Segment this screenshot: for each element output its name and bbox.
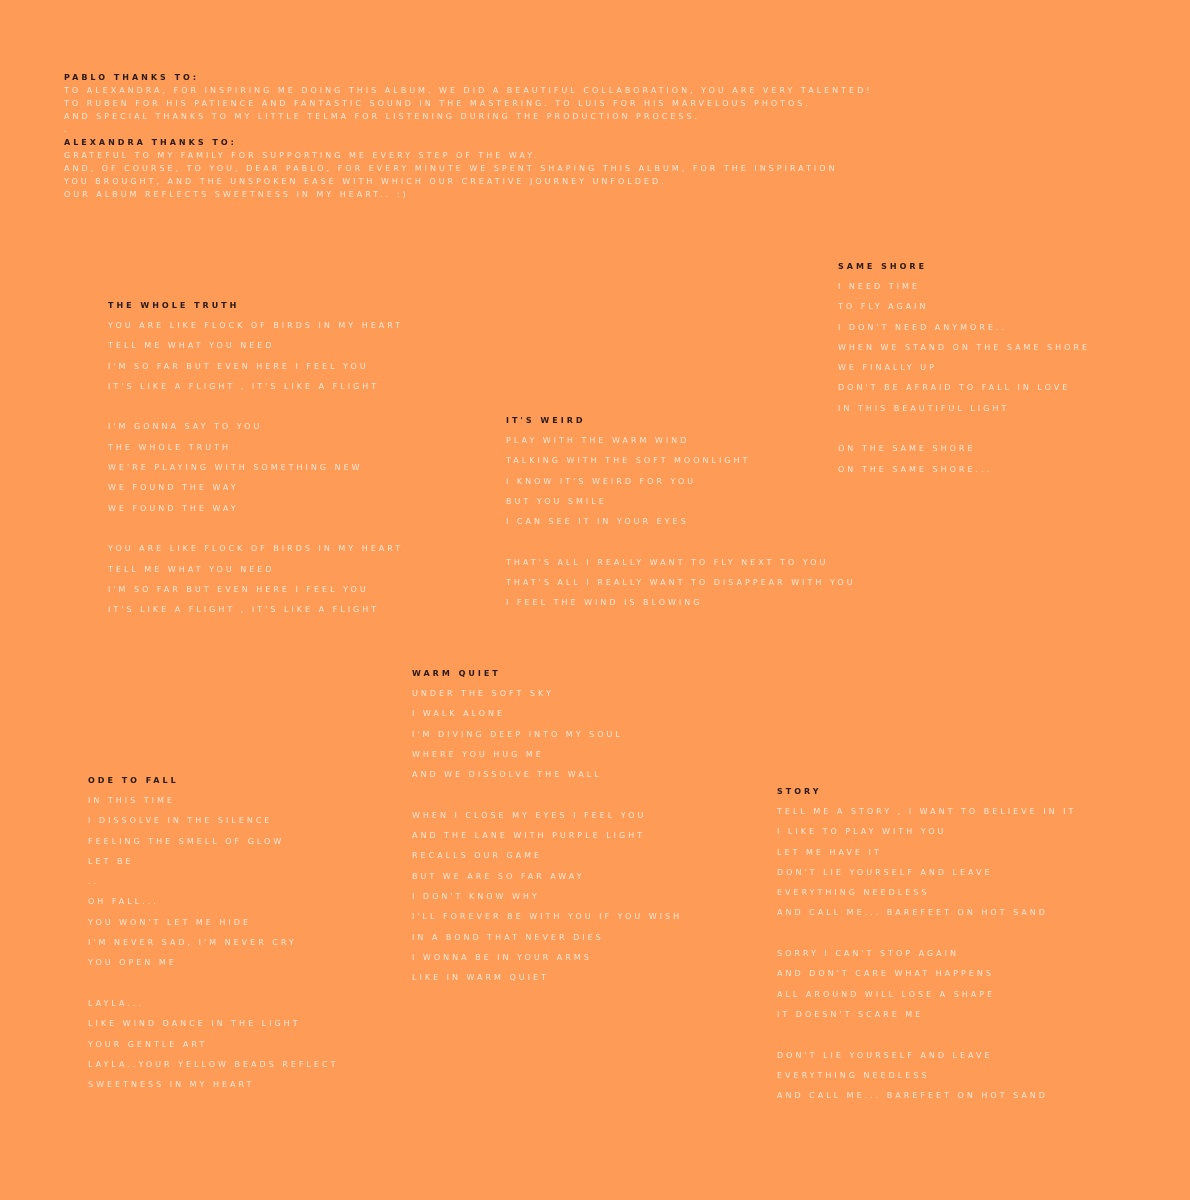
lyric-line: DON'T LIE YOURSELF AND LEAVE (777, 867, 993, 877)
song-lyrics (88, 791, 338, 1095)
lyric-line: AND, OF COURSE, TO YOU, DEAR PABLO, FOR EVERY MINUTE WE SPENT SHAPING THIS ALBUM, FOR THE INSPIRATION (64, 164, 838, 173)
lyric-line: EVERYTHING NEEDLESS (777, 1070, 930, 1080)
lyric-line: I WONNA BE IN YOUR ARMS (412, 952, 592, 962)
lyric-line: YOU BROUGHT, AND THE UNSPOKEN EASE WITH WHICH OUR CREATIVE JOURNEY UNFOLDED. (64, 177, 667, 186)
song-ode-to-fall (88, 771, 338, 1095)
lyric-line: ALL AROUND WILL LOSE A SHAPE (777, 989, 996, 999)
song-its-weird (506, 411, 856, 614)
song-lyrics (506, 431, 856, 614)
song-title: ODE TO FALL (88, 776, 179, 785)
lyric-line: I'LL FOREVER BE WITH YOU IF YOU WISH (412, 912, 683, 922)
lyric-line: GRATEFUL TO MY FAMILY FOR SUPPORTING ME EVERY STEP OF THE WAY. (64, 151, 540, 160)
lyric-line: LAYLA..YOUR YELLOW BEADS REFLECT (88, 1059, 339, 1069)
lyric-line: DON'T LIE YOURSELF AND LEAVE (777, 1050, 993, 1060)
lyric-line: I DON'T KNOW WHY (412, 891, 540, 901)
lyric-line: OUR ALBUM REFLECTS SWEETNESS IN MY HEART.. :) (64, 190, 409, 199)
lyric-line: DON'T BE AFRAID TO FALL IN LOVE (838, 383, 1071, 393)
lyric-line: BUT YOU SMILE (506, 496, 607, 506)
song-title: SAME SHORE (838, 262, 928, 271)
lyric-line: IN THIS BEAUTIFUL LIGHT (838, 403, 1010, 413)
alexandra-thanks-body (64, 149, 872, 201)
stanza-gap (777, 1025, 1076, 1045)
lyric-line: PLAY WITH THE WARM WIND (506, 436, 690, 445)
song-title: STORY (777, 787, 822, 796)
lyric-line: I'M NEVER SAD, I'M NEVER CRY (88, 938, 297, 948)
lyric-line: SORRY I CAN'T STOP AGAIN (777, 949, 959, 959)
lyric-line: I LIKE TO PLAY WITH YOU (777, 827, 947, 837)
song-title: WARM QUIET (412, 669, 501, 678)
lyric-line: AND THE LANE WITH PURPLE LIGHT (412, 831, 646, 841)
pablo-thanks-heading: PABLO THANKS TO: (64, 73, 200, 82)
lyric-line: TO FLY AGAIN (838, 302, 929, 312)
lyric-line: I'M SO FAR BUT EVEN HERE I FEEL YOU (108, 361, 369, 371)
lyric-line: TELL ME WHAT YOU NEED (108, 341, 275, 351)
lyric-line: IT DOESN'T SCARE ME (777, 1009, 924, 1019)
lyric-line: .. (88, 877, 100, 887)
alexandra-thanks-heading: ALEXANDRA THANKS TO: (64, 138, 237, 147)
lyric-line: ON THE SAME SHORE... (838, 464, 993, 474)
lyric-line: I DISSOLVE IN THE SILENCE (88, 816, 273, 826)
lyric-line: AND CALL ME... BAREFEET ON HOT SAND (777, 908, 1048, 918)
stanza-gap (506, 532, 856, 552)
lyric-line: LAYLA... (88, 998, 144, 1008)
song-story (777, 782, 1076, 1106)
lyric-line: I'M SO FAR BUT EVEN HERE I FEEL YOU (108, 584, 369, 594)
lyric-line: IN THIS TIME (88, 796, 175, 805)
stanza-gap (108, 519, 403, 539)
song-title: IT'S WEIRD (506, 416, 586, 425)
lyric-line: RECALLS OUR GAME (412, 851, 543, 861)
lyric-line: WHEN I CLOSE MY EYES I FEEL YOU (412, 810, 647, 820)
song-the-whole-truth (108, 296, 403, 620)
song-warm-quiet (412, 664, 682, 988)
stanza-gap (108, 397, 403, 417)
lyric-line: AND CALL ME... BAREFEET ON HOT SAND (777, 1091, 1048, 1101)
lyric-line: FEELING THE SMELL OF GLOW (88, 836, 285, 846)
lyric-line: AND DON'T CARE WHAT HAPPENS (777, 969, 994, 979)
lyric-line: THAT'S ALL I REALLY WANT TO DISAPPEAR WITH YOU (506, 578, 856, 588)
lyric-line: I'M DIVING DEEP INTO MY SOUL (412, 729, 623, 739)
lyric-line: LIKE WIND DANCE IN THE LIGHT (88, 1019, 301, 1029)
lyric-line: I WALK ALONE (412, 709, 506, 719)
lyric-line: IT'S LIKE A FLIGHT , IT'S LIKE A FLIGHT (108, 605, 380, 615)
lyric-line: I DON'T NEED ANYMORE.. (838, 322, 1008, 332)
song-lyrics (838, 277, 1090, 480)
lyric-line: I CAN SEE IT IN YOUR EYES (506, 517, 689, 527)
lyric-line: WE FOUND THE WAY (108, 483, 239, 493)
lyric-line: THAT'S ALL I REALLY WANT TO FLY NEXT TO YOU (506, 557, 829, 567)
lyric-line: WHEN WE STAND ON THE SAME SHORE (838, 342, 1091, 352)
lyric-line: WE'RE PLAYING WITH SOMETHING NEW (108, 463, 363, 473)
lyric-line: SWEETNESS IN MY HEART (88, 1080, 255, 1090)
lyric-line: TELL ME A STORY , I WANT TO BELIEVE IN IT (777, 807, 1077, 816)
lyric-line: WE FINALLY UP (838, 363, 937, 373)
stanza-gap (88, 974, 338, 994)
lyric-line: EVERYTHING NEEDLESS (777, 888, 930, 898)
song-title: THE WHOLE TRUTH (108, 301, 240, 310)
lyric-line: I KNOW IT'S WEIRD FOR YOU (506, 476, 697, 486)
pablo-thanks-body (64, 84, 872, 136)
song-lyrics (777, 802, 1076, 1106)
song-lyrics (412, 684, 682, 988)
lyric-line: . (64, 125, 70, 134)
song-lyrics (108, 316, 403, 620)
lyric-line: YOUR GENTLE ART (88, 1039, 208, 1049)
lyric-line: YOU WON'T LET ME HIDE (88, 917, 251, 927)
lyric-line: TELL ME WHAT YOU NEED (108, 564, 275, 574)
lyric-line: ON THE SAME SHORE (838, 444, 976, 454)
song-same-shore (838, 257, 1090, 480)
lyric-line: YOU OPEN ME (88, 958, 177, 968)
lyric-line: LET BE (88, 856, 134, 866)
lyric-line: I'M GONNA SAY TO YOU (108, 422, 263, 432)
lyric-line: OH FALL... (88, 897, 159, 907)
lyric-line: LIKE IN WARM QUIET (412, 973, 549, 983)
lyric-line: LET ME HAVE IT (777, 847, 882, 857)
lyric-line: YOU ARE LIKE FLOCK OF BIRDS IN MY HEART (108, 544, 404, 554)
lyric-line: I NEED TIME (838, 282, 920, 291)
lyric-line: BUT WE ARE SO FAR AWAY (412, 871, 585, 881)
lyric-line: AND WE DISSOLVE THE WALL (412, 770, 602, 780)
lyric-line: IN A BOND THAT NEVER DIES (412, 932, 604, 942)
lyric-line: I FEEL THE WIND IS BLOWING (506, 598, 703, 608)
thanks-section (64, 71, 872, 201)
lyric-line: AND SPECIAL THANKS TO MY LITTLE TELMA FOR LISTENING DURING THE PRODUCTION PROCESS. (64, 112, 701, 121)
lyric-line: WE FOUND THE WAY (108, 503, 239, 513)
stanza-gap (412, 785, 682, 805)
lyric-line: TO RUBEN FOR HIS PATIENCE AND FANTASTIC SOUND IN THE MASTERING. TO LUIS FOR HIS MARVELOUS PHOTOS. (64, 99, 811, 108)
lyric-line: TALKING WITH THE SOFT MOONLIGHT (506, 456, 751, 466)
lyric-line: IT'S LIKE A FLIGHT , IT'S LIKE A FLIGHT (108, 381, 380, 391)
lyric-line: WHERE YOU HUG ME (412, 749, 544, 759)
lyric-line: YOU ARE LIKE FLOCK OF BIRDS IN MY HEART (108, 321, 404, 330)
stanza-gap (777, 924, 1076, 944)
lyric-line: UNDER THE SOFT SKY (412, 689, 554, 698)
lyric-line: THE WHOLE TRUTH (108, 442, 231, 452)
lyric-line: TO ALEXANDRA, FOR INSPIRING ME DOING THIS ALBUM. WE DID A BEAUTIFUL COLLABORATION, YOU ARE VERY TALENTED! (64, 86, 873, 95)
stanza-gap (838, 419, 1090, 439)
